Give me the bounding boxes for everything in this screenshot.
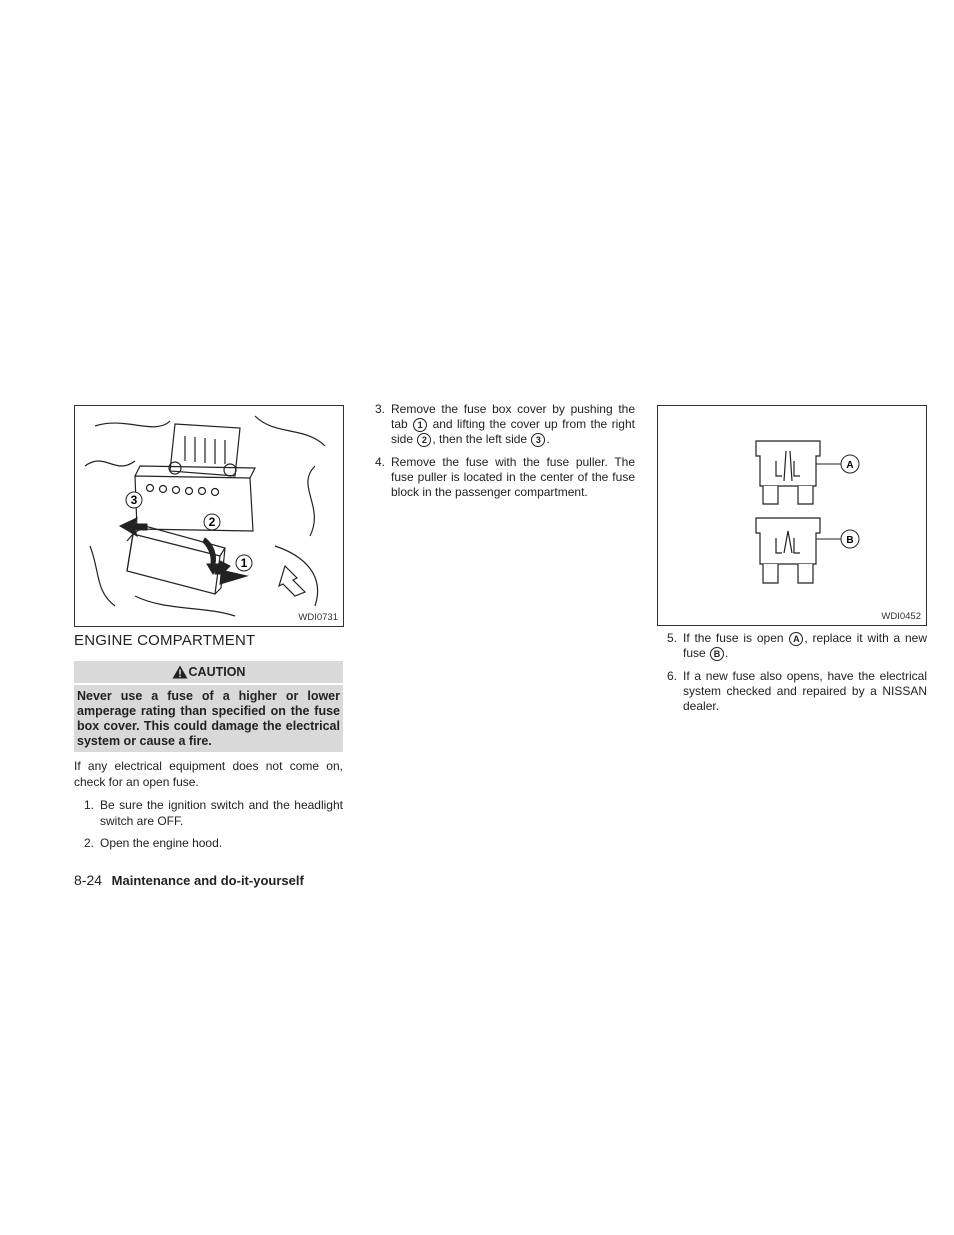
step-text: Remove the fuse box cover by pushing the tab <box>391 402 635 431</box>
fuse-illustration <box>658 406 926 625</box>
warning-icon <box>172 665 188 679</box>
figure-code-left: WDI0731 <box>298 612 338 623</box>
step-number: 3. <box>375 402 386 416</box>
step-text: Be sure the ignition switch and the headlight switch are OFF. <box>100 798 343 828</box>
step-text: If the fuse is open <box>683 631 784 645</box>
engine-fuse-box-figure <box>74 405 344 627</box>
step-2 <box>74 836 343 851</box>
caution-heading <box>74 661 343 685</box>
step-text: Open the engine hood. <box>100 836 223 850</box>
step-text: , replace it with a new fuse <box>683 631 927 660</box>
caution-text: Never use a fuse of a higher or lower amperage rating than specified on the fuse box cover. This could damage the electrical system or cause a fire. <box>77 689 340 748</box>
step-5 <box>657 631 927 661</box>
step-number: 5. <box>667 631 678 645</box>
step-3 <box>365 402 635 447</box>
callout-2: 2 <box>208 515 216 529</box>
step-text: . <box>725 646 729 660</box>
callout-ref-2: 2 <box>417 433 431 447</box>
page-number: 8-24 <box>74 872 103 888</box>
caution-label: CAUTION <box>188 665 246 679</box>
step-text: If a new fuse also opens, have the electrical system checked and repaired by a NISSAN dealer. <box>683 669 927 713</box>
label-b: B <box>846 535 854 546</box>
engine-fuse-box-illustration <box>75 406 343 626</box>
step-1 <box>74 797 343 829</box>
chapter-title: Maintenance and do-it-yourself <box>111 873 304 888</box>
step-text: Remove the fuse with the fuse puller. The fuse puller is located in the center of the fuse block in the passenger compartment. <box>391 455 635 499</box>
step-text: . <box>546 432 550 446</box>
page-footer <box>74 872 304 888</box>
caution-box <box>74 661 343 752</box>
callout-1: 1 <box>240 556 248 570</box>
step-4 <box>365 455 635 500</box>
step-number: 2. <box>84 836 95 850</box>
step-number: 4. <box>375 455 386 469</box>
step-text: and lifting the cover up from the right side <box>391 417 635 446</box>
section-title: ENGINE COMPARTMENT <box>74 632 256 649</box>
label-ref-a: A <box>789 632 803 646</box>
step-6 <box>657 669 927 714</box>
callout-3: 3 <box>130 493 138 507</box>
intro-paragraph: If any electrical equipment does not come on, check for an open fuse. <box>74 759 343 789</box>
step-number: 6. <box>667 669 678 683</box>
right-column <box>657 631 927 714</box>
fuse-condition-figure <box>657 405 927 626</box>
label-ref-b: B <box>710 647 724 661</box>
middle-column <box>365 402 635 500</box>
label-a: A <box>846 460 854 471</box>
callout-ref-3: 3 <box>531 433 545 447</box>
step-text: , then the left side <box>432 432 528 446</box>
figure-code-right: WDI0452 <box>881 611 921 622</box>
left-column <box>74 758 343 851</box>
step-number: 1. <box>84 798 95 812</box>
callout-ref-1: 1 <box>413 418 427 432</box>
